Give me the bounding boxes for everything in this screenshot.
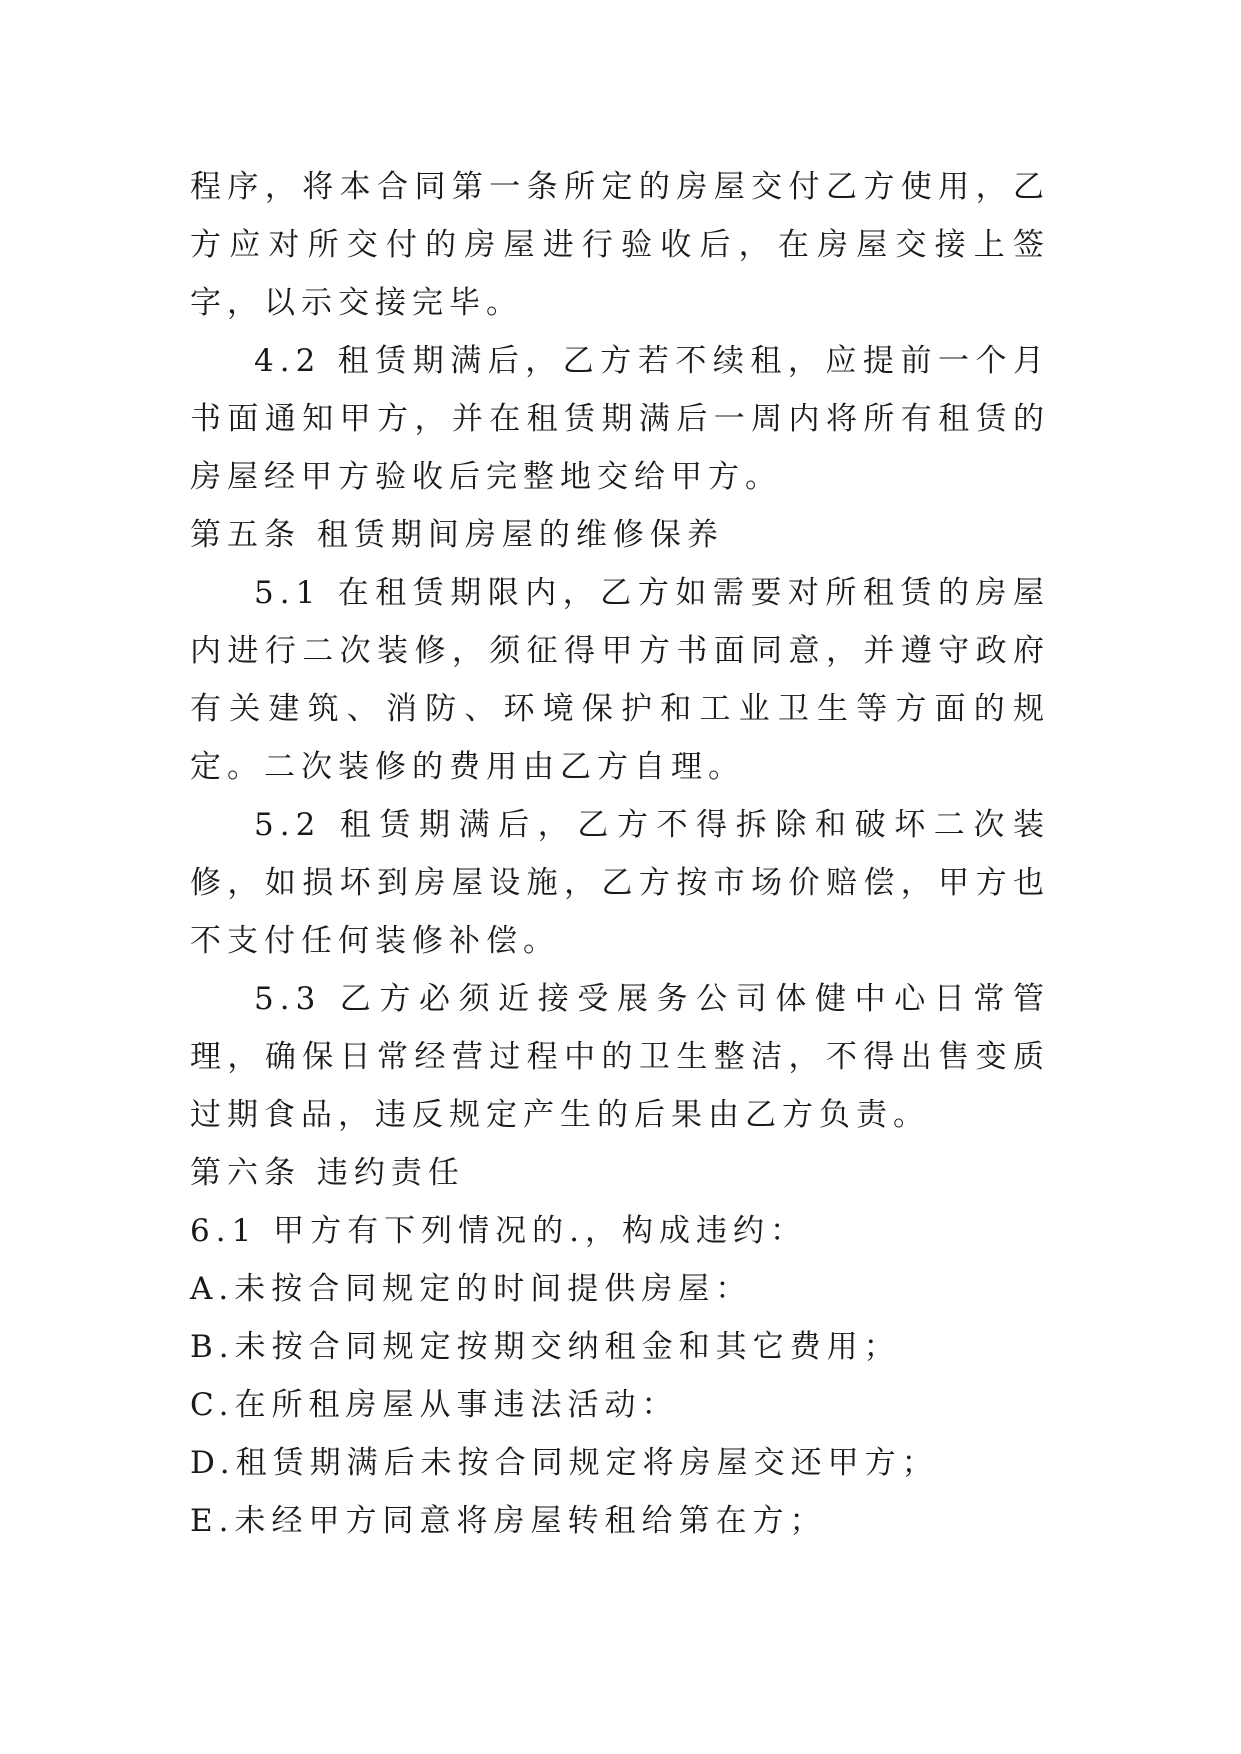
clause-5-3: 5.3 乙方必须近接受展务公司体健中心日常管理，确保日常经营过程中的卫生整洁，不得出售变质过期食品，违反规定产生的后果由乙方负责。 — [190, 981, 1050, 1133]
document-body — [190, 158, 1050, 1550]
article-5-heading: 第五条 租赁期间房屋的维修保养 — [190, 517, 724, 553]
clause-5-1: 5.1 在租赁期限内，乙方如需要对所租赁的房屋内进行二次装修，须征得甲方书面同意，并遵守政府有关建筑、消防、环境保护和工业卫生等方面的规定。二次装修的费用由乙方自理。 — [190, 575, 1050, 785]
list-item-e: E.未经甲方同意将房屋转租给第在方； — [190, 1503, 827, 1539]
article-6-heading: 第六条 违约责任 — [190, 1155, 465, 1191]
clause-4-2: 4.2 租赁期满后，乙方若不续租，应提前一个月书面通知甲方，并在租赁期满后一周内将所有租赁的房屋经甲方验收后完整地交给甲方。 — [190, 343, 1050, 495]
clause-6-1: 6.1 甲方有下列情况的.，构成违约： — [190, 1213, 808, 1249]
clause-5-2: 5.2 租赁期满后，乙方不得拆除和破坏二次装修，如损坏到房屋设施，乙方按市场价赔偿，甲方也不支付任何装修补偿。 — [190, 807, 1050, 959]
list-item-a: A.未按合同规定的时间提供房屋： — [190, 1271, 753, 1307]
paragraph-delivery-continuation: 程序，将本合同第一条所定的房屋交付乙方使用，乙方应对所交付的房屋进行验收后，在房屋交接上签字，以示交接完毕。 — [190, 169, 1050, 321]
list-item-d: D.租赁期满后未按合同规定将房屋交还甲方； — [190, 1445, 939, 1481]
list-item-c: C.在所租房屋从事违法活动： — [190, 1387, 679, 1423]
list-item-b: B.未按合同规定按期交纳租金和其它费用； — [190, 1329, 901, 1365]
